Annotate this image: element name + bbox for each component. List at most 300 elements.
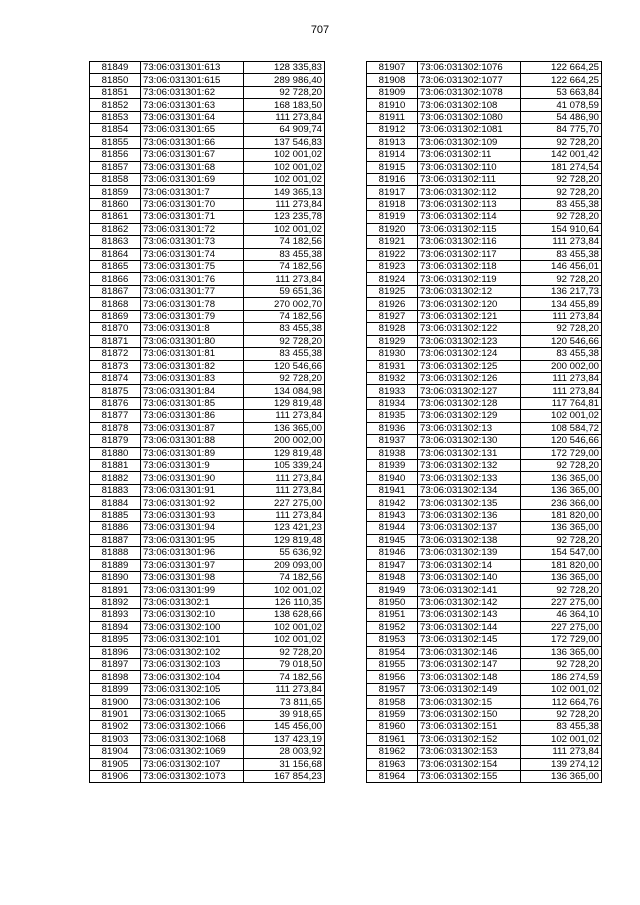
cadastral-number: 73:06:031301:69	[141, 173, 244, 185]
row-number: 81939	[367, 460, 418, 472]
cadastral-value: 111 273,84	[244, 410, 325, 422]
cadastral-number: 73:06:031302:122	[418, 323, 521, 335]
table-row	[90, 634, 325, 646]
cadastral-value: 227 275,00	[244, 497, 325, 509]
cadastral-number: 73:06:031302:152	[418, 733, 521, 745]
table-row	[90, 721, 325, 733]
table-row	[367, 298, 602, 310]
cadastral-value: 55 636,92	[244, 547, 325, 559]
cadastral-number: 73:06:031302:123	[418, 335, 521, 347]
table-row	[90, 149, 325, 161]
row-number: 81931	[367, 360, 418, 372]
table-row	[367, 435, 602, 447]
table-row	[367, 86, 602, 98]
cadastral-number: 73:06:031302:126	[418, 372, 521, 384]
cadastral-number: 73:06:031301:99	[141, 584, 244, 596]
table-row	[90, 746, 325, 758]
cadastral-number: 73:06:031302:115	[418, 223, 521, 235]
cadastral-number: 73:06:031302:106	[141, 696, 244, 708]
cadastral-number: 73:06:031302:1081	[418, 124, 521, 136]
cadastral-value: 172 729,00	[521, 634, 602, 646]
table-row	[90, 472, 325, 484]
table-row	[90, 310, 325, 322]
cadastral-value: 102 001,02	[244, 621, 325, 633]
cadastral-value: 136 365,00	[521, 770, 602, 782]
table-row	[367, 547, 602, 559]
table-row	[367, 522, 602, 534]
table-row	[90, 161, 325, 173]
cadastral-number: 73:06:031302:146	[418, 646, 521, 658]
cadastral-value: 136 365,00	[521, 646, 602, 658]
row-number: 81905	[90, 758, 141, 770]
row-number: 81944	[367, 522, 418, 534]
row-number: 81906	[90, 770, 141, 782]
table-row	[90, 74, 325, 86]
row-number: 81949	[367, 584, 418, 596]
cadastral-number: 73:06:031302:127	[418, 385, 521, 397]
cadastral-number: 73:06:031302:121	[418, 310, 521, 322]
cadastral-number: 73:06:031302:1080	[418, 111, 521, 123]
row-number: 81877	[90, 410, 141, 422]
table-row	[90, 708, 325, 720]
table-row	[367, 422, 602, 434]
row-number: 81916	[367, 173, 418, 185]
cadastral-value: 111 273,84	[244, 273, 325, 285]
cadastral-number: 73:06:031302:153	[418, 746, 521, 758]
cadastral-number: 73:06:031301:7	[141, 186, 244, 198]
table-row	[367, 323, 602, 335]
cadastral-value: 92 728,20	[521, 323, 602, 335]
row-number: 81901	[90, 708, 141, 720]
cadastral-number: 73:06:031302:110	[418, 161, 521, 173]
row-number: 81936	[367, 422, 418, 434]
cadastral-value: 102 001,02	[244, 584, 325, 596]
row-number: 81948	[367, 571, 418, 583]
cadastral-value: 28 003,92	[244, 746, 325, 758]
table-row	[367, 198, 602, 210]
table-row	[90, 522, 325, 534]
cadastral-number: 73:06:031302:1073	[141, 770, 244, 782]
table-row	[367, 646, 602, 658]
row-number: 81942	[367, 497, 418, 509]
table-row	[367, 111, 602, 123]
cadastral-number: 73:06:031302:149	[418, 683, 521, 695]
cadastral-value: 111 273,84	[521, 385, 602, 397]
cadastral-value: 129 819,48	[244, 447, 325, 459]
table-row	[90, 348, 325, 360]
row-number: 81933	[367, 385, 418, 397]
row-number: 81881	[90, 460, 141, 472]
table-row	[367, 74, 602, 86]
cadastral-value: 200 002,00	[521, 360, 602, 372]
row-number: 81851	[90, 86, 141, 98]
row-number: 81861	[90, 211, 141, 223]
cadastral-value: 102 001,02	[244, 634, 325, 646]
cadastral-value: 83 455,38	[244, 348, 325, 360]
table-row	[90, 261, 325, 273]
row-number: 81934	[367, 397, 418, 409]
row-number: 81869	[90, 310, 141, 322]
row-number: 81947	[367, 559, 418, 571]
cadastral-number: 73:06:031302:105	[141, 683, 244, 695]
cadastral-number: 73:06:031302:108	[418, 99, 521, 111]
table-row	[367, 683, 602, 695]
cadastral-value: 289 986,40	[244, 74, 325, 86]
row-number: 81868	[90, 298, 141, 310]
cadastral-value: 111 273,84	[244, 683, 325, 695]
cadastral-number: 73:06:031301:97	[141, 559, 244, 571]
cadastral-value: 102 001,02	[521, 683, 602, 695]
page-number: 707	[310, 24, 330, 36]
cadastral-number: 73:06:031302:150	[418, 708, 521, 720]
cadastral-value: 102 001,02	[244, 223, 325, 235]
table-row	[367, 223, 602, 235]
cadastral-value: 117 764,81	[521, 397, 602, 409]
cadastral-number: 73:06:031301:70	[141, 198, 244, 210]
table-row	[367, 173, 602, 185]
row-number: 81893	[90, 609, 141, 621]
cadastral-value: 136 365,00	[244, 422, 325, 434]
cadastral-value: 102 001,02	[244, 161, 325, 173]
cadastral-value: 134 455,89	[521, 298, 602, 310]
cadastral-number: 73:06:031302:154	[418, 758, 521, 770]
cadastral-value: 92 728,20	[244, 646, 325, 658]
row-number: 81912	[367, 124, 418, 136]
cadastral-value: 111 273,84	[244, 484, 325, 496]
table-row	[90, 372, 325, 384]
row-number: 81900	[90, 696, 141, 708]
table-row	[90, 509, 325, 521]
cadastral-number: 73:06:031302:147	[418, 659, 521, 671]
cadastral-value: 139 274,12	[521, 758, 602, 770]
cadastral-number: 73:06:031301:87	[141, 422, 244, 434]
row-number: 81928	[367, 323, 418, 335]
table-row	[367, 770, 602, 782]
row-number: 81899	[90, 683, 141, 695]
table-row	[367, 248, 602, 260]
cadastral-number: 73:06:031302:145	[418, 634, 521, 646]
table-row	[367, 273, 602, 285]
cadastral-value: 39 918,65	[244, 708, 325, 720]
cadastral-value: 227 275,00	[521, 596, 602, 608]
table-row	[367, 385, 602, 397]
cadastral-number: 73:06:031301:82	[141, 360, 244, 372]
cadastral-value: 102 001,02	[521, 410, 602, 422]
table-row	[90, 86, 325, 98]
table-row	[90, 659, 325, 671]
table-row	[367, 136, 602, 148]
row-number: 81956	[367, 671, 418, 683]
cadastral-number: 73:06:031302:142	[418, 596, 521, 608]
table-row	[367, 733, 602, 745]
cadastral-value: 136 365,00	[521, 484, 602, 496]
cadastral-number: 73:06:031302:143	[418, 609, 521, 621]
cadastral-value: 136 365,00	[521, 472, 602, 484]
cadastral-number: 73:06:031301:95	[141, 534, 244, 546]
table-row	[90, 596, 325, 608]
cadastral-number: 73:06:031301:96	[141, 547, 244, 559]
row-number: 81866	[90, 273, 141, 285]
cadastral-number: 73:06:031302:125	[418, 360, 521, 372]
cadastral-number: 73:06:031302:119	[418, 273, 521, 285]
table-row	[367, 261, 602, 273]
row-number: 81888	[90, 547, 141, 559]
cadastral-number: 73:06:031302:130	[418, 435, 521, 447]
cadastral-number: 73:06:031301:63	[141, 99, 244, 111]
cadastral-number: 73:06:031301:80	[141, 335, 244, 347]
table-row	[90, 360, 325, 372]
table-row	[90, 298, 325, 310]
row-number: 81914	[367, 149, 418, 161]
cadastral-value: 92 728,20	[521, 173, 602, 185]
cadastral-value: 105 339,24	[244, 460, 325, 472]
table-row	[90, 223, 325, 235]
table-row	[90, 136, 325, 148]
row-number: 81854	[90, 124, 141, 136]
row-number: 81927	[367, 310, 418, 322]
table-row	[90, 696, 325, 708]
table-row	[367, 335, 602, 347]
row-number: 81884	[90, 497, 141, 509]
cadastral-number: 73:06:031302:139	[418, 547, 521, 559]
cadastral-value: 142 001,42	[521, 149, 602, 161]
cadastral-value: 137 546,83	[244, 136, 325, 148]
cadastral-number: 73:06:031302:10	[141, 609, 244, 621]
cadastral-value: 128 335,83	[244, 62, 325, 74]
cadastral-value: 74 182,56	[244, 571, 325, 583]
cadastral-value: 54 486,90	[521, 111, 602, 123]
row-number: 81885	[90, 509, 141, 521]
row-number: 81895	[90, 634, 141, 646]
cadastral-value: 108 584,72	[521, 422, 602, 434]
table-row	[90, 758, 325, 770]
cadastral-number: 73:06:031301:68	[141, 161, 244, 173]
table-row	[90, 559, 325, 571]
cadastral-number: 73:06:031301:83	[141, 372, 244, 384]
cadastral-number: 73:06:031302:109	[418, 136, 521, 148]
row-number: 81907	[367, 62, 418, 74]
cadastral-value: 102 001,02	[244, 149, 325, 161]
table-row	[367, 746, 602, 758]
table-row	[90, 584, 325, 596]
row-number: 81872	[90, 348, 141, 360]
cadastral-value: 74 182,56	[244, 310, 325, 322]
cadastral-number: 73:06:031302:103	[141, 659, 244, 671]
cadastral-value: 126 110,35	[244, 596, 325, 608]
table-row	[90, 447, 325, 459]
cadastral-number: 73:06:031302:1066	[141, 721, 244, 733]
cadastral-value: 92 728,20	[521, 460, 602, 472]
cadastral-value: 154 547,00	[521, 547, 602, 559]
row-number: 81855	[90, 136, 141, 148]
cadastral-value: 92 728,20	[244, 372, 325, 384]
cadastral-value: 181 820,00	[521, 559, 602, 571]
table-row	[367, 671, 602, 683]
row-number: 81898	[90, 671, 141, 683]
row-number: 81873	[90, 360, 141, 372]
cadastral-number: 73:06:031301:76	[141, 273, 244, 285]
row-number: 81908	[367, 74, 418, 86]
row-number: 81911	[367, 111, 418, 123]
cadastral-value: 92 728,20	[521, 211, 602, 223]
cadastral-value: 136 217,73	[521, 285, 602, 297]
cadastral-value: 83 455,38	[244, 248, 325, 260]
row-number: 81964	[367, 770, 418, 782]
cadastral-table-right	[366, 61, 602, 783]
cadastral-number: 73:06:031301:73	[141, 236, 244, 248]
row-number: 81910	[367, 99, 418, 111]
table-row	[367, 161, 602, 173]
table-row	[367, 708, 602, 720]
row-number: 81961	[367, 733, 418, 745]
row-number: 81957	[367, 683, 418, 695]
table-row	[90, 111, 325, 123]
cadastral-number: 73:06:031301:75	[141, 261, 244, 273]
table-row	[367, 621, 602, 633]
cadastral-value: 186 274,59	[521, 671, 602, 683]
row-number: 81859	[90, 186, 141, 198]
cadastral-number: 73:06:031301:88	[141, 435, 244, 447]
cadastral-number: 73:06:031302:1	[141, 596, 244, 608]
row-number: 81951	[367, 609, 418, 621]
row-number: 81897	[90, 659, 141, 671]
row-number: 81962	[367, 746, 418, 758]
table-row	[90, 335, 325, 347]
cadastral-number: 73:06:031302:102	[141, 646, 244, 658]
row-number: 81852	[90, 99, 141, 111]
row-number: 81955	[367, 659, 418, 671]
cadastral-number: 73:06:031301:90	[141, 472, 244, 484]
cadastral-number: 73:06:031302:113	[418, 198, 521, 210]
table-row	[90, 124, 325, 136]
cadastral-number: 73:06:031302:151	[418, 721, 521, 733]
cadastral-number: 73:06:031301:66	[141, 136, 244, 148]
table-row	[367, 509, 602, 521]
cadastral-number: 73:06:031302:120	[418, 298, 521, 310]
table-row	[90, 211, 325, 223]
cadastral-value: 111 273,84	[521, 372, 602, 384]
table-row	[367, 472, 602, 484]
cadastral-value: 92 728,20	[521, 273, 602, 285]
cadastral-value: 73 811,65	[244, 696, 325, 708]
row-number: 81904	[90, 746, 141, 758]
cadastral-number: 73:06:031302:1076	[418, 62, 521, 74]
cadastral-number: 73:06:031302:131	[418, 447, 521, 459]
row-number: 81879	[90, 435, 141, 447]
cadastral-number: 73:06:031302:135	[418, 497, 521, 509]
cadastral-value: 74 182,56	[244, 261, 325, 273]
row-number: 81874	[90, 372, 141, 384]
table-row	[367, 186, 602, 198]
cadastral-number: 73:06:031301:9	[141, 460, 244, 472]
row-number: 81917	[367, 186, 418, 198]
cadastral-value: 137 423,19	[244, 733, 325, 745]
cadastral-value: 31 156,68	[244, 758, 325, 770]
cadastral-value: 167 854,23	[244, 770, 325, 782]
cadastral-number: 73:06:031302:133	[418, 472, 521, 484]
table-body-right	[367, 62, 602, 783]
cadastral-value: 111 273,84	[244, 472, 325, 484]
table-row	[90, 397, 325, 409]
cadastral-number: 73:06:031301:62	[141, 86, 244, 98]
cadastral-number: 73:06:031302:137	[418, 522, 521, 534]
row-number: 81913	[367, 136, 418, 148]
table-row	[367, 571, 602, 583]
cadastral-number: 73:06:031302:107	[141, 758, 244, 770]
cadastral-value: 149 365,13	[244, 186, 325, 198]
table-row	[367, 236, 602, 248]
cadastral-number: 73:06:031301:67	[141, 149, 244, 161]
cadastral-value: 227 275,00	[521, 621, 602, 633]
row-number: 81953	[367, 634, 418, 646]
cadastral-value: 83 455,38	[244, 323, 325, 335]
cadastral-value: 41 078,59	[521, 99, 602, 111]
table-row	[367, 372, 602, 384]
cadastral-value: 102 001,02	[521, 733, 602, 745]
row-number: 81923	[367, 261, 418, 273]
cadastral-value: 111 273,84	[244, 509, 325, 521]
cadastral-number: 73:06:031302:15	[418, 696, 521, 708]
table-row	[90, 422, 325, 434]
row-number: 81865	[90, 261, 141, 273]
row-number: 81945	[367, 534, 418, 546]
row-number: 81883	[90, 484, 141, 496]
row-number: 81863	[90, 236, 141, 248]
row-number: 81958	[367, 696, 418, 708]
table-row	[90, 410, 325, 422]
cadastral-value: 120 546,66	[244, 360, 325, 372]
cadastral-number: 73:06:031302:1065	[141, 708, 244, 720]
cadastral-value: 122 664,25	[521, 74, 602, 86]
table-row	[367, 534, 602, 546]
cadastral-value: 83 455,38	[521, 721, 602, 733]
cadastral-number: 73:06:031302:144	[418, 621, 521, 633]
cadastral-number: 73:06:031302:118	[418, 261, 521, 273]
cadastral-number: 73:06:031302:101	[141, 634, 244, 646]
cadastral-value: 84 775,70	[521, 124, 602, 136]
row-number: 81943	[367, 509, 418, 521]
row-number: 81896	[90, 646, 141, 658]
table-row	[90, 621, 325, 633]
table-row	[367, 447, 602, 459]
cadastral-value: 92 728,20	[244, 335, 325, 347]
cadastral-number: 73:06:031302:138	[418, 534, 521, 546]
row-number: 81892	[90, 596, 141, 608]
cadastral-number: 73:06:031302:13	[418, 422, 521, 434]
cadastral-number: 73:06:031301:86	[141, 410, 244, 422]
row-number: 81889	[90, 559, 141, 571]
cadastral-value: 92 728,20	[521, 708, 602, 720]
cadastral-number: 73:06:031301:81	[141, 348, 244, 360]
row-number: 81946	[367, 547, 418, 559]
cadastral-number: 73:06:031302:100	[141, 621, 244, 633]
cadastral-value: 123 421,23	[244, 522, 325, 534]
row-number: 81938	[367, 447, 418, 459]
table-row	[90, 273, 325, 285]
row-number: 81862	[90, 223, 141, 235]
cadastral-value: 122 664,25	[521, 62, 602, 74]
cadastral-value: 59 651,36	[244, 285, 325, 297]
row-number: 81915	[367, 161, 418, 173]
table-row	[367, 360, 602, 372]
table-row	[90, 99, 325, 111]
cadastral-value: 112 664,76	[521, 696, 602, 708]
cadastral-value: 154 910,64	[521, 223, 602, 235]
row-number: 81902	[90, 721, 141, 733]
table-row	[367, 211, 602, 223]
row-number: 81950	[367, 596, 418, 608]
table-row	[90, 484, 325, 496]
